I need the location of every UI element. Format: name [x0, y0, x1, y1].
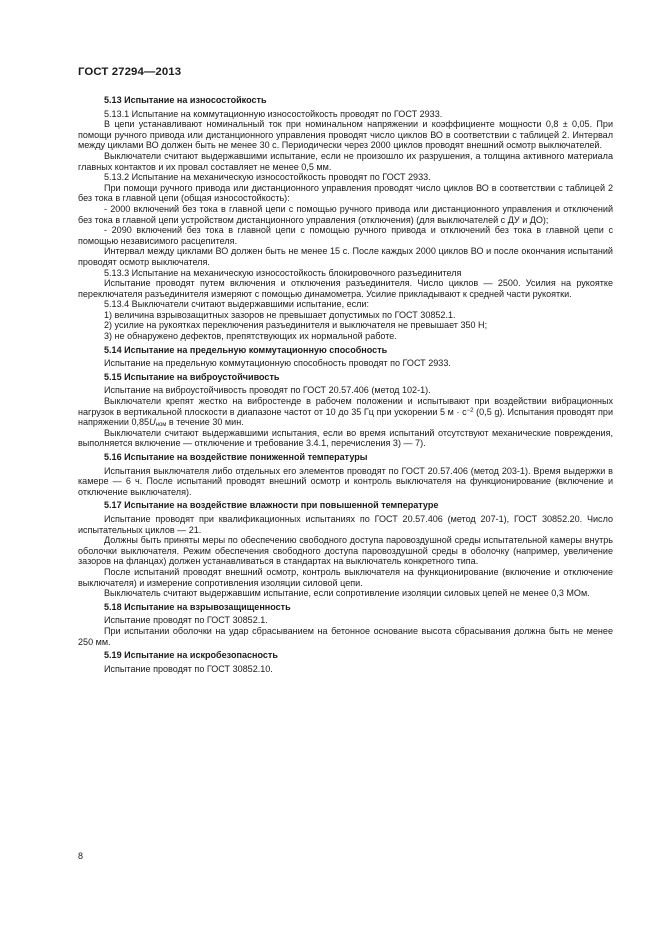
paragraph: При помощи ручного привода или дистанционного управления проводят число циклов ВО в соответствии с таблицей 2 без тока в главной цепи (общая износостойкость): [78, 182, 613, 204]
paragraph: Испытание на виброустойчивость проводят по ГОСТ 20.57.406 (метод 102-1). [104, 385, 431, 396]
section-heading: 5.15 Испытание на виброустойчивость [104, 371, 280, 382]
paragraph: 1) величина взрывозащитных зазоров не превышает допустимых по ГОСТ 30852.1. [104, 309, 456, 320]
paragraph: - 2000 включений без тока в главной цепи с помощью ручного привода или дистанционного управления и отключений без тока в главной цепи устройством дистанционного управления (отключения) (для выключателей с ДУ и ДО); [78, 203, 613, 225]
paragraph: 5.13.4 Выключатели считают выдержавшими испытание, если: [104, 299, 369, 310]
paragraph: Испытание на предельную коммутационную способность проводят по ГОСТ 2933. [104, 358, 451, 369]
document-header: ГОСТ 27294—2013 [78, 66, 182, 78]
paragraph: Испытание проводят при квалификационных испытаниях по ГОСТ 20.57.406 (метод 207-1), ГОСТ 30852.20. Число испытательных циклов — 21. [78, 513, 613, 535]
paragraph: Выключатель считают выдержавшим испытание, если сопротивление изоляции силовых цепей не менее 0,3 МОм. [104, 588, 590, 599]
paragraph: При испытании оболочки на удар сбрасыванием на бетонное основание высота сбрасывания должна быть не менее 250 мм. [78, 625, 613, 647]
section-heading: 5.13 Испытание на износостойкость [104, 95, 267, 105]
paragraph: 5.13.2 Испытание на механическую износостойкость проводят по ГОСТ 2933. [104, 172, 431, 183]
paragraph: После испытаний проводят внешний осмотр, контроль выключателя на функционирование (включение и отключение выключателя) и измерение сопротивления изоляции силовой цепи. [78, 566, 613, 588]
document-body [78, 95, 613, 674]
paragraph: - 2090 включений без тока в главной цепи с помощью ручного привода и отключений без тока в главной цепи с помощью независимого расцепителя. [78, 225, 613, 246]
paragraph: В цепи устанавливают номинальный ток при номинальном напряжении и коэффициенте мощности 0,8 ± 0,05. При помощи ручного привода или дистанционного управления проводят число циклов ВО в соответствии с таблицей 2. Интервал между циклами ВО должен быть не менее 30 с. Периодически через 2000 циклов проводят внешний осмотр выключателей. [78, 119, 613, 151]
section-heading: 5.19 Испытание на искробезопасность [104, 650, 278, 661]
section-heading: 5.17 Испытание на воздействие влажности при повышенной температуре [104, 500, 439, 511]
section-heading: 5.18 Испытание на взрывозащищенность [104, 601, 291, 612]
paragraph: Выключатели считают выдержавшими испытания, если во время испытаний отсутствуют механические повреждения, выполняется включение — отключение и требование 3.4.1, перечисления 3) — 7). [78, 427, 613, 449]
section-heading: 5.16 Испытание на воздействие пониженной температуры [104, 452, 368, 462]
paragraph: Испытание проводят по ГОСТ 30852.10. [104, 663, 273, 674]
section-heading: 5.14 Испытание на предельную коммутационную способность [104, 344, 388, 355]
paragraph: Должны быть приняты меры по обеспечению свободного доступа паровоздушной среды испытательной камеры внутрь оболочки выключателя. Режим обеспечения свободного доступа паровоздушной среды в оболочку (например, увеличение зазоров на фланцах) должен устанавливаться в стандартах на выключатель конкретного типа. [78, 535, 613, 567]
paragraph: Испытания выключателя либо отдельных его элементов проводят по ГОСТ 20.57.406 (метод 203-1). Время выдержки в камере — 6 ч. После испытаний проводят внешний осмотр и контроль выключателя на функционирование (включение и отключение выключателя). [78, 465, 613, 497]
paragraph: Испытание проводят по ГОСТ 30852.1. [104, 615, 268, 626]
paragraph: 3) не обнаружено дефектов, препятствующих их нормальной работе. [104, 331, 397, 342]
paragraph: 5.13.1 Испытание на коммутационную износостойкость проводят по ГОСТ 2933. [104, 108, 443, 119]
paragraph: Выключатели крепят жестко на вибростенде в рабочем положении и испытывают при воздействии вибрационных нагрузок в вертикальной плоскости в диапазоне частот от 10 до 35 Гц при ускорении 5 $м \cdot с^{-2}$ (0,5 g). Испытания проводят при напряжении $0,85U_{ном}$ в течение 30 мин. [78, 396, 614, 429]
page-number: 8 [78, 851, 84, 861]
paragraph: 5.13.3 Испытание на механическую износостойкость блокировочного разъединителя [104, 267, 462, 278]
paragraph: Выключатели считают выдержавшими испытание, если не произошло их разрушения, а толщина активного материала главных контактов и их провал составляет не менее 0,5 мм. [78, 150, 613, 172]
paragraph: Интервал между циклами ВО должен быть не менее 15 с. После каждых 2000 циклов ВО и после окончания испытаний проводят осмотр выключателя. [78, 246, 613, 267]
paragraph: 2) усилие на рукоятках переключения разъединителя и выключателя не превышает 350 Н; [104, 320, 488, 331]
paragraph: Испытание проводят путем включения и отключения разъединителя. Число циклов — 2500. Усилия на рукоятке переключателя разъединителя измеряют с помощью динамометра. Усилие прикладывают к средней части рукоятки. [78, 278, 613, 299]
